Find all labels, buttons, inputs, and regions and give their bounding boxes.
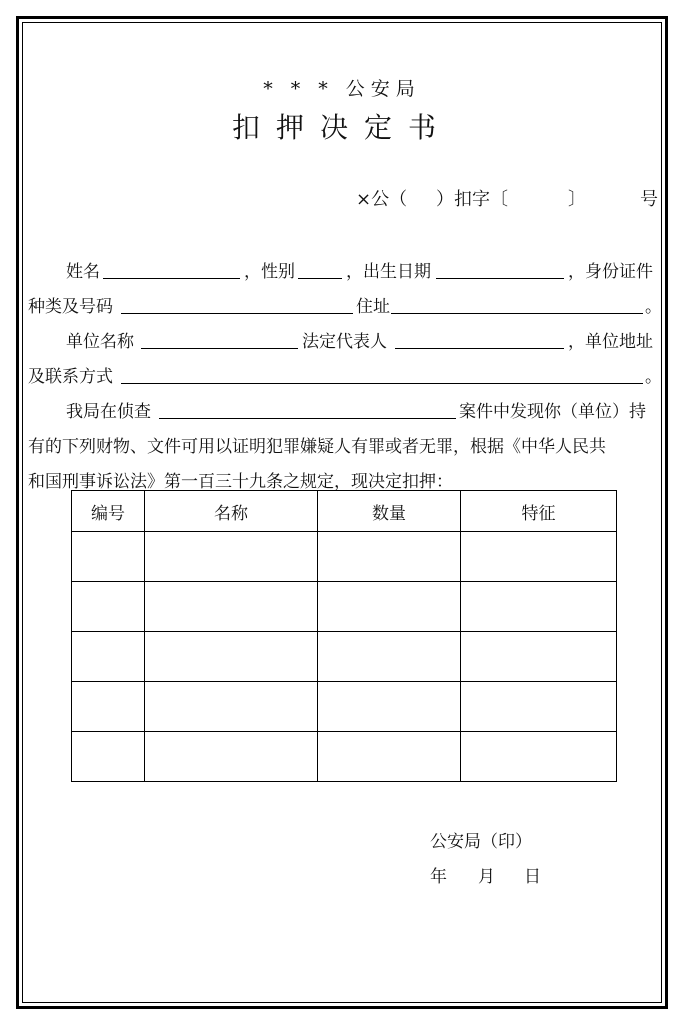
cell-number[interactable] xyxy=(72,632,145,682)
row2-end: 。 xyxy=(645,297,662,317)
body-text-6: 有的下列财物、文件可用以证明犯罪嫌疑人有罪或者无罪，根据《中华人民共 xyxy=(28,437,606,457)
unit-name-field[interactable] xyxy=(141,348,298,349)
table-row xyxy=(72,582,617,632)
cell-quantity[interactable] xyxy=(318,532,461,582)
row-unit xyxy=(0,327,684,351)
seal-line: 公安局（印） xyxy=(430,832,532,852)
address-label: 住址 xyxy=(356,297,390,317)
unit-address-label: ，单位地址 xyxy=(568,332,653,352)
table-header-row xyxy=(72,491,617,532)
cell-quantity[interactable] xyxy=(318,582,461,632)
cell-name[interactable] xyxy=(145,582,318,632)
cell-number[interactable] xyxy=(72,532,145,582)
header-features: 特征 xyxy=(461,491,617,532)
cell-features[interactable] xyxy=(461,732,617,782)
cell-name[interactable] xyxy=(145,732,318,782)
doc-number-mid: ）扣字〔 xyxy=(436,189,508,210)
cell-features[interactable] xyxy=(461,532,617,582)
name-label: 姓名 xyxy=(66,262,100,282)
case-name-field[interactable] xyxy=(159,418,456,419)
contact-field[interactable] xyxy=(121,383,643,384)
row4-end: 。 xyxy=(645,367,662,387)
document-title: 扣押决定书 xyxy=(231,111,452,144)
table-row xyxy=(72,682,617,732)
table-row xyxy=(72,532,617,582)
doc-number-close: 〕 xyxy=(568,189,586,210)
cell-features[interactable] xyxy=(461,682,617,732)
seizure-items-table xyxy=(71,490,617,782)
cell-quantity[interactable] xyxy=(318,632,461,682)
legal-rep-label: 法定代表人 xyxy=(302,332,387,352)
doc-number-prefix: ×公（ xyxy=(356,189,408,210)
date-line xyxy=(430,862,630,886)
investigation-label: 我局在侦查 xyxy=(66,402,151,422)
cell-name[interactable] xyxy=(145,682,318,732)
header-quantity: 数量 xyxy=(318,491,461,532)
unit-name-label: 单位名称 xyxy=(66,332,134,352)
doc-number-suffix: 号 xyxy=(640,189,658,210)
year-label: 年 xyxy=(430,867,447,887)
name-field[interactable] xyxy=(103,278,240,279)
cell-number[interactable] xyxy=(72,582,145,632)
birth-label: ，出生日期 xyxy=(346,262,431,282)
table-row xyxy=(72,732,617,782)
cell-number[interactable] xyxy=(72,732,145,782)
id-type-label: 种类及号码 xyxy=(28,297,113,317)
row-name-gender xyxy=(0,257,684,281)
cell-quantity[interactable] xyxy=(318,682,461,732)
day-label: 日 xyxy=(524,867,541,887)
cell-features[interactable] xyxy=(461,632,617,682)
cell-quantity[interactable] xyxy=(318,732,461,782)
contact-label: 及联系方式 xyxy=(28,367,113,387)
cell-name[interactable] xyxy=(145,632,318,682)
month-label: 月 xyxy=(478,867,495,887)
investigation-rest: 案件中发现你（单位）持 xyxy=(459,402,646,422)
header-name: 名称 xyxy=(145,491,318,532)
agency-name: * * * 公安局 xyxy=(263,78,421,100)
header-number: 编号 xyxy=(72,491,145,532)
gender-field[interactable] xyxy=(298,278,342,279)
table-row xyxy=(72,632,617,682)
cell-number[interactable] xyxy=(72,682,145,732)
id-number-field[interactable] xyxy=(121,313,353,314)
cell-features[interactable] xyxy=(461,582,617,632)
row-investigation xyxy=(0,397,684,421)
address-field[interactable] xyxy=(391,313,643,314)
birth-field[interactable] xyxy=(436,278,564,279)
row-contact xyxy=(0,362,684,386)
body-text-7: 和国刑事诉讼法》第一百三十九条之规定，现决定扣押： xyxy=(28,472,453,492)
gender-label: ，性别 xyxy=(244,262,295,282)
id-label: ，身份证件 xyxy=(568,262,653,282)
legal-rep-field[interactable] xyxy=(395,348,564,349)
cell-name[interactable] xyxy=(145,532,318,582)
row-id-address xyxy=(0,292,684,316)
